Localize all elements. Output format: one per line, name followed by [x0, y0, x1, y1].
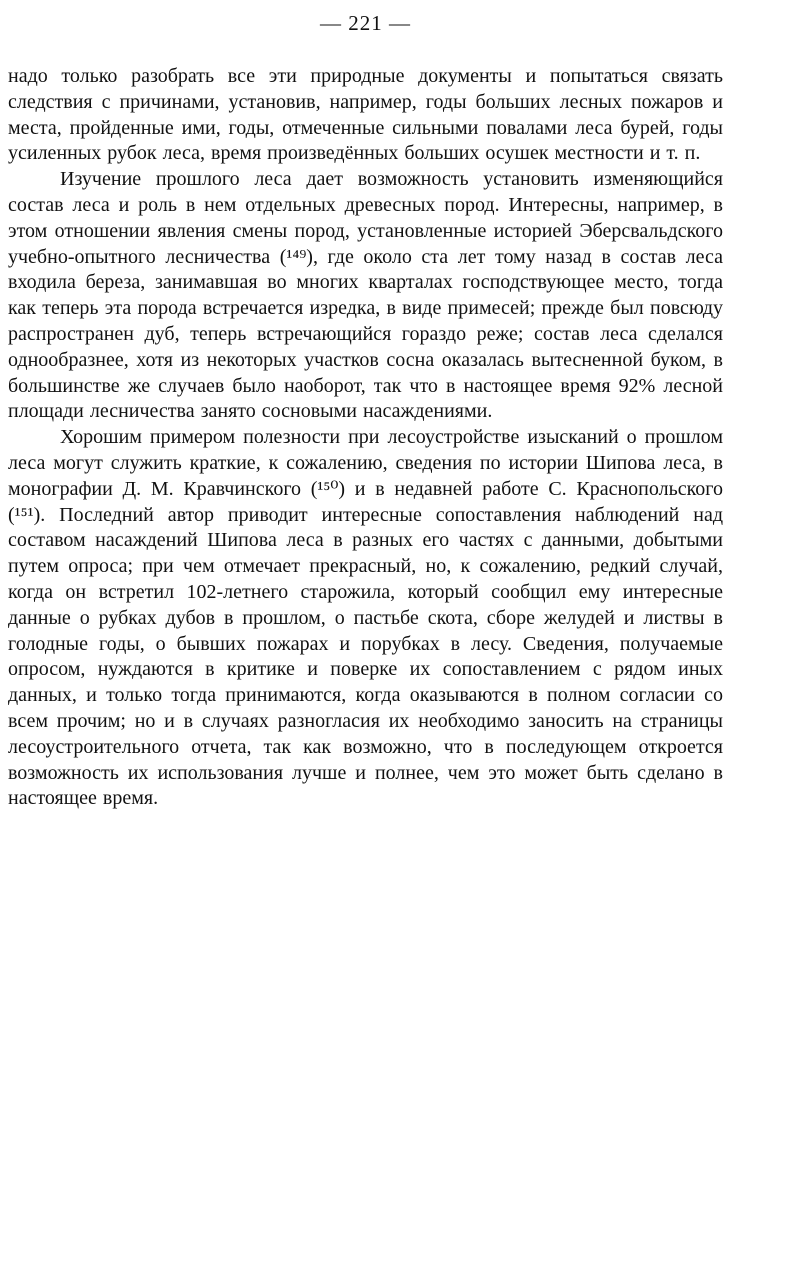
paragraph-1: надо только разобрать все эти природные документы и попытаться связать следствия с причинами, установив, например, годы больших лесных пожаров и места, пройденные ими, годы, отмеченные сильными повалами леса бурей, годы усиленных рубок леса, время произведённых больших осушек местности и т. п. [8, 65, 723, 165]
page-number: — 221 — [320, 11, 411, 35]
body-text [8, 64, 723, 812]
paragraph-3: Хорошим примером полезности при лесоустройстве изысканий о прошлом леса могут служить краткие, к сожалению, сведения по истории Шипова леса, в монографии Д. М. Кравчинского (¹⁵⁰) и в недавней работе С. Краснопольского (¹⁵¹). Последний автор приводит интересные сопоставления наблюдений над составом насаждений Шипова леса в разных его частях с данными, добытыми путем опроса; при чем отмечает прекрасный, но, к сожалению, редкий случай, когда он встретил 102-летнего старожила, который сообщил ему интересные данные о рубках дубов в прошлом, о пастьбе скота, сборе желудей и листвы в голодные годы, о бывших пожарах и порубках в лесу. Сведения, получаемые опросом, нуждаются в критике и поверке их сопоставлением с рядом иных данных, и только тогда принимаются, когда оказываются в полном согласии со всем прочим; но и в случаях разногласия их необходимо заносить на страницы лесоустроительного отчета, так как возможно, что в последующем откроется возможность их использования лучше и полнее, чем это может быть сделано в настоящее время. [8, 426, 723, 810]
paragraph-2: Изучение прошлого леса дает возможность установить изменяющийся состав леса и роль в нем отдельных древесных пород. Интересны, например, в этом отношении явления смены пород, установленные историей Эберсвальдского учебно-опытного лесничества (¹⁴⁹), где около ста лет тому назад в состав леса входила береза, занимавшая во многих кварталах господствующее место, тогда как теперь эта порода встречается изредка, в виде примесей; прежде был повсюду распространен дуб, теперь встречающийся гораздо реже; состав леса сделался однообразнее, хотя из некоторых участков сосна оказалась вытесненной буком, в большинстве же случаев было наоборот, так что в настоящее время 92% лесной площади лесничества занято сосновыми насаждениями. [8, 168, 723, 423]
